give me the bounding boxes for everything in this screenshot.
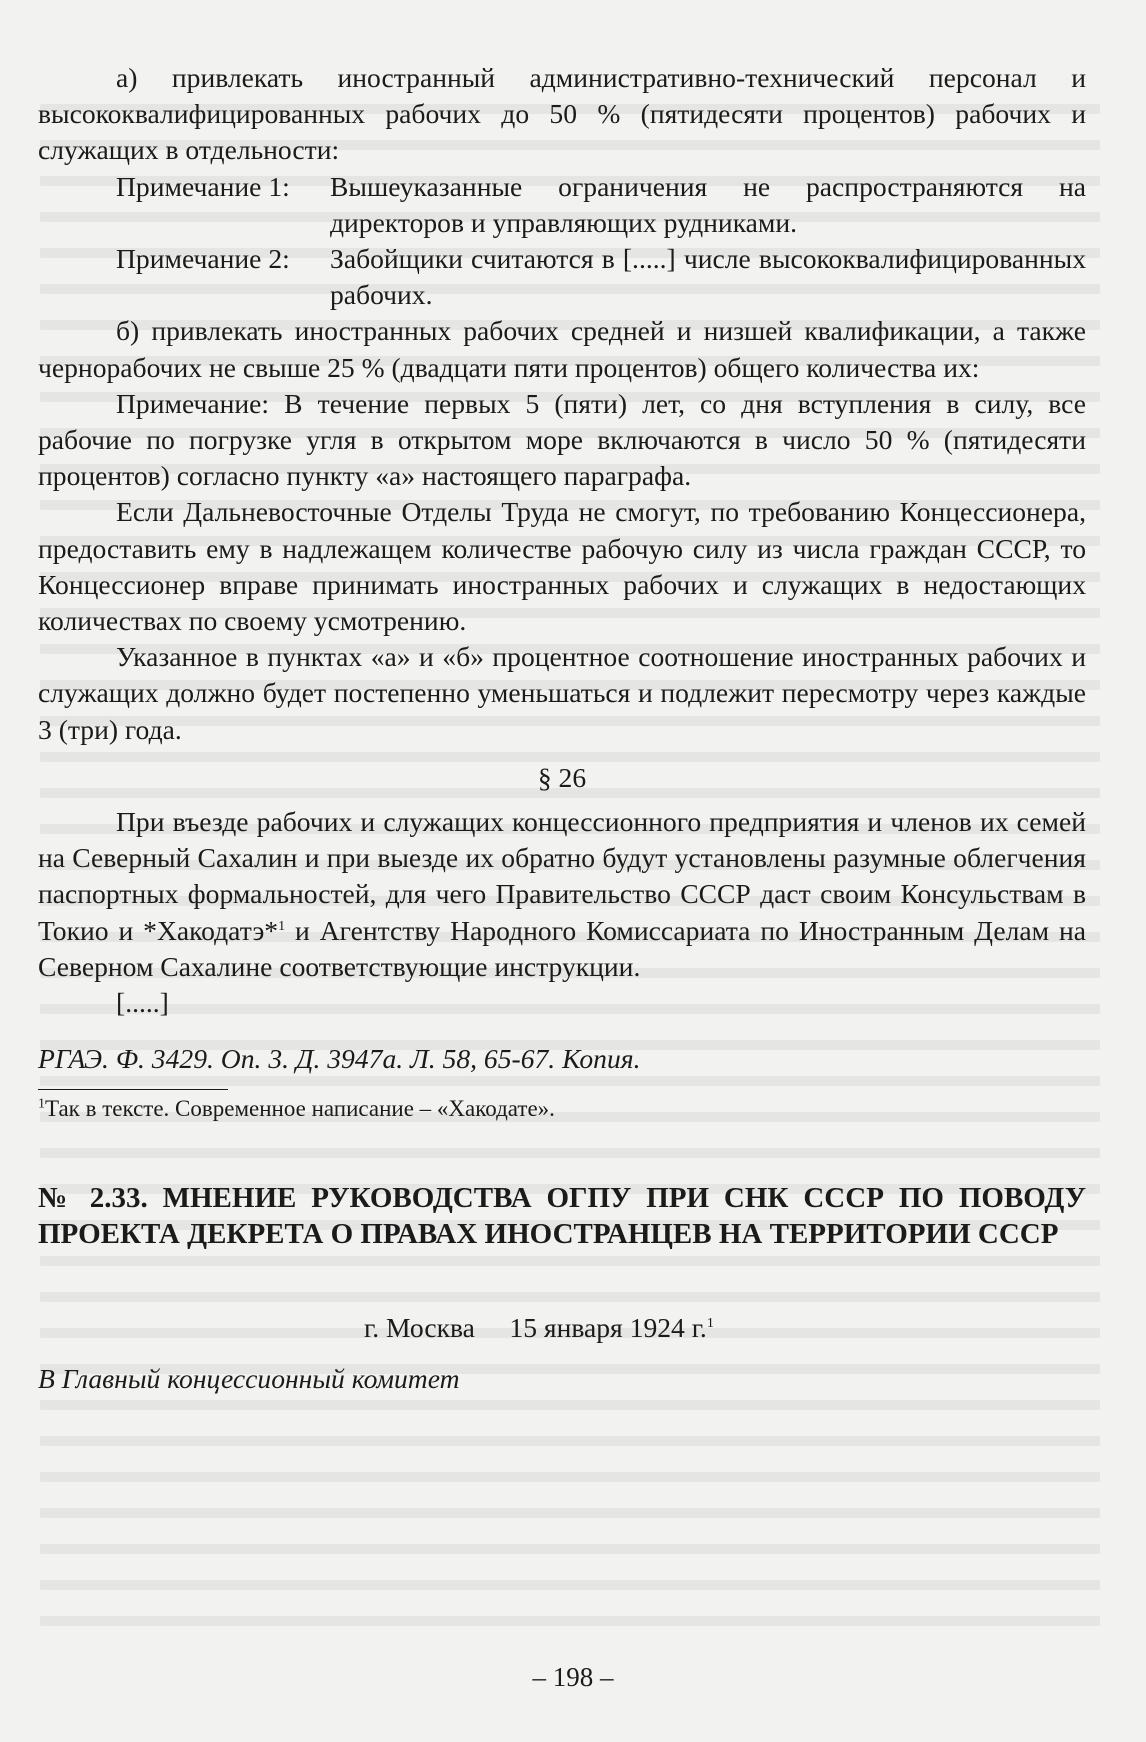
bleed-line: [40, 1616, 1100, 1626]
note-2-text: Забойщики считаются в [.....] числе высококвалифицированных рабочих.: [330, 243, 1086, 311]
paragraph-b: б) привлекать иностранных рабочих средней и низшей квалификации, а также чернорабочих не свыше 25 % (двадцати пяти процентов) общего количества их:: [38, 315, 1086, 383]
omission-mark: [.....]: [116, 987, 169, 1019]
archive-reference: РГАЭ. Ф. 3429. Оп. 3. Д. 3947а. Л. 58, 65-67. Копия.: [38, 1043, 641, 1075]
page-number: – 198 –: [532, 1662, 614, 1692]
place-date-footnote-ref: 1: [706, 1316, 714, 1332]
page-content: [38, 60, 1086, 1397]
paragraph-dalnevostochnye: Если Дальневосточные Отделы Труда не смогут, по требованию Концессионера, предоставить ему в надлежащем количестве рабочую силу из числа граждан СССР, то Концессионер вправе принимать иностранных рабочих и служащих в недостающих количествах по своему усмотрению.: [38, 496, 1086, 637]
footnote-ref-1: 1: [278, 918, 286, 934]
bleed-line: [40, 1580, 1100, 1590]
bleed-line: [40, 1436, 1100, 1446]
paragraph-a: а) привлекать иностранный административно-технический персонал и высококвалифицированных рабочих до 50 % (пятидесяти процентов) рабочих и служащих в отдельности:: [38, 62, 1086, 166]
note-1: [38, 169, 1086, 241]
note-1-text: Вышеуказанные ограничения не распространяются на директоров и управляющих рудниками.: [330, 170, 1086, 238]
place-date-text: г. Москва 15 января 1924 г.: [364, 1312, 707, 1344]
note-3: Примечание: В течение первых 5 (пяти) лет, со дня вступления в силу, все рабочие по погрузке угля в открытом море включаются в число 50 % (пятидесяти процентов) согласно пункту «а» настоящего параграфа.: [38, 387, 1086, 492]
footnote-mark: 1: [38, 1096, 45, 1112]
bleed-line: [40, 1544, 1100, 1554]
footnote-divider: [38, 1089, 228, 1090]
bleed-line: [40, 1400, 1100, 1410]
note-2: [38, 241, 1086, 313]
place-and-date: [38, 1310, 1086, 1346]
document-heading: № 2.33. МНЕНИЕ РУКОВОДСТВА ОГПУ ПРИ СНК СССР ПО ПОВОДУ ПРОЕКТА ДЕКРЕТА О ПРАВАХ ИНОСТРАНЦЕВ НА ТЕРРИТОРИИ СССР: [38, 1182, 1086, 1251]
note-1-label: Примечание 1:: [116, 170, 290, 202]
footnote-text: Так в тексте. Современное написание – «Хакодате».: [45, 1096, 555, 1122]
paragraph-section-26: [38, 804, 1086, 985]
bleed-line: [40, 1508, 1100, 1518]
paragraph-section-26-end: и Агентству Народного Комиссариата по Иностранным Делам на Северном Сахалине соответствующие инструкции.: [38, 914, 1086, 982]
addressee: В Главный концессионный комитет: [38, 1362, 460, 1394]
bleed-line: [40, 1472, 1100, 1482]
footnote: [38, 1094, 1086, 1124]
section-26-heading: § 26: [537, 761, 587, 793]
paragraph-section-26-start: При въезде рабочих и служащих концессионного предприятия и членов их семей на Северный Сахалин и при выезде их обратно будут установлены разумные облегчения паспортных формальностей, для чего Правительство СССР даст своим Консульствам в Токио и *Хакодатэ*: [38, 806, 1086, 946]
paragraph-ukazannoe: Указанное в пунктах «а» и «б» процентное соотношение иностранных рабочих и служащих должно будет постепенно уменьшаться и подлежит пересмотру через каждые 3 (три) года.: [38, 641, 1086, 745]
note-2-label: Примечание 2:: [116, 243, 290, 275]
